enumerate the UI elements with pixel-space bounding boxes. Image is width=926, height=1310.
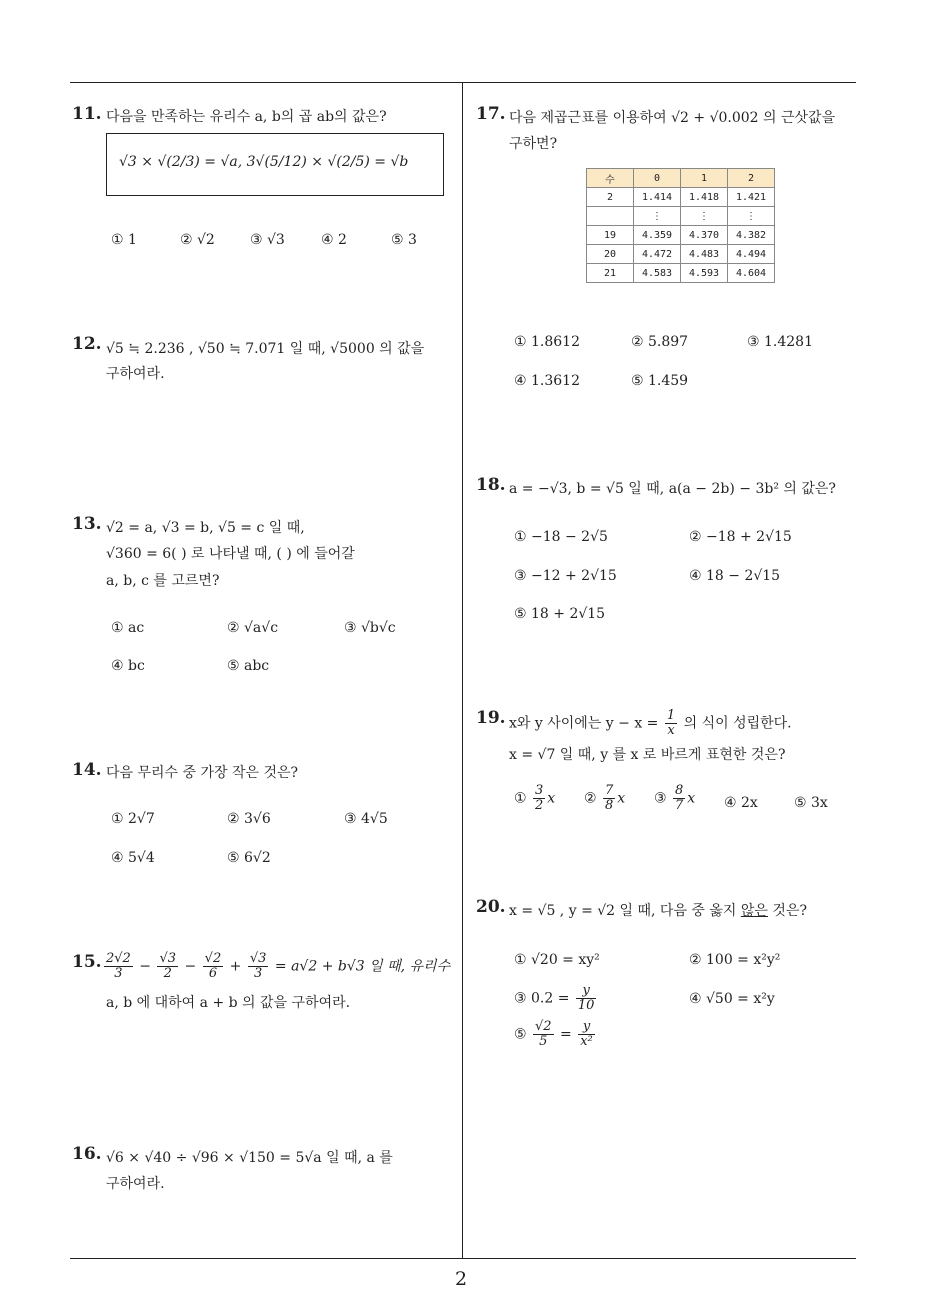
q20-choice-1[interactable]: ① √20 = xy²: [514, 952, 600, 968]
table-row: [587, 207, 775, 226]
q20-choice-2[interactable]: ② 100 = x²y²: [689, 952, 781, 968]
q11-choice-3[interactable]: ③ √3: [250, 232, 285, 248]
table-cell: 1.414: [634, 188, 681, 207]
q13-choice-4[interactable]: ④ bc: [111, 658, 145, 674]
q18-choice-2[interactable]: ② −18 + 2√15: [689, 529, 792, 545]
q13-choice-1[interactable]: ① ac: [111, 620, 145, 636]
table-cell: [587, 207, 634, 226]
q15-fraction-3: $\frac{√2}{6}$: [204, 951, 222, 981]
table-cell: 4.472: [634, 245, 681, 264]
table-row: [587, 226, 775, 245]
q17-line2: 구하면?: [509, 136, 558, 152]
q15-tail: = a√2 + b√3 일 때, 유리수: [274, 958, 451, 975]
q16-number: 16.: [72, 1144, 102, 1164]
q11-choice-2[interactable]: ② √2: [180, 232, 215, 248]
table-header-cell: 0: [634, 169, 681, 188]
q14-choice-4[interactable]: ④ 5√4: [111, 850, 155, 866]
q17-choice-4[interactable]: ④ 1.3612: [514, 373, 580, 389]
bottom-rule: [70, 1258, 856, 1259]
q14-number: 14.: [72, 760, 102, 780]
q19-choice-3-fraction: $\frac{8}{7}$: [675, 783, 684, 813]
table-row: [587, 264, 775, 283]
q17-choice-2[interactable]: ② 5.897: [631, 334, 689, 350]
table-header-cell: 수: [587, 169, 634, 188]
table-cell: 1.421: [728, 188, 775, 207]
q13-line2: √360 = 6( ) 로 나타낼 때, ( ) 에 들어갈: [106, 546, 355, 562]
q17-choice-3[interactable]: ③ 1.4281: [747, 334, 813, 350]
q19-choice-2[interactable]: ② $\frac{7}{8}$ x: [584, 783, 626, 813]
q13-line1: √2 = a, √3 = b, √5 = c 일 때,: [106, 520, 305, 536]
table-cell: 2: [587, 188, 634, 207]
table-cell: 4.583: [634, 264, 681, 283]
q19-fraction: $\frac{1}{x}$: [666, 708, 676, 738]
table-row: [587, 188, 775, 207]
q14-choice-3[interactable]: ③ 4√5: [344, 811, 388, 827]
q13-line3: a, b, c 를 고르면?: [106, 573, 220, 589]
q20-choice-5[interactable]: ⑤ $\frac{√2}{5}$ = $\frac{y}{\text{x²}}$: [514, 1019, 593, 1049]
table-cell: 4.494: [728, 245, 775, 264]
q17-choice-1[interactable]: ① 1.8612: [514, 334, 580, 350]
q20-choice-5-fraction-left: $\frac{√2}{5}$: [535, 1019, 552, 1049]
column-divider: [462, 83, 463, 1259]
q19-choice-3[interactable]: ③ $\frac{8}{7}$ x: [654, 783, 696, 813]
q13-choice-5[interactable]: ⑤ abc: [227, 658, 270, 674]
q17-line1: 다음 제곱근표를 이용하여 √2 + √0.002 의 근삿값을: [509, 110, 836, 126]
q15-line2: a, b 에 대하여 a + b 의 값을 구하여라.: [106, 995, 351, 1011]
q17-choice-5[interactable]: ⑤ 1.459: [631, 373, 689, 389]
q20-choice-5-fraction-right: $\frac{y}{\text{x²}}$: [580, 1019, 593, 1049]
table-header-cell: 1: [681, 169, 728, 188]
q18-choice-5[interactable]: ⑤ 18 + 2√15: [514, 606, 606, 622]
q12-number: 12.: [72, 334, 102, 354]
q14-choice-5[interactable]: ⑤ 6√2: [227, 850, 271, 866]
q13-choice-3[interactable]: ③ √b√c: [344, 620, 396, 636]
table-row: [587, 245, 775, 264]
q12-line2: 구하여라.: [106, 366, 165, 382]
table-cell: ⋮: [681, 207, 728, 226]
q14-choice-1[interactable]: ① 2√7: [111, 811, 155, 827]
q11-condition-box: [106, 133, 444, 196]
q19-choice-2-fraction: $\frac{7}{8}$: [605, 783, 614, 813]
q16-line2: 구하여라.: [106, 1176, 165, 1192]
q20-choice-4[interactable]: ④ √50 = x²y: [689, 991, 775, 1007]
q20-number: 20.: [476, 897, 506, 917]
q20-choice-3-fraction: $\frac{y}{10}$: [577, 983, 595, 1013]
q14-choice-2[interactable]: ② 3√6: [227, 811, 271, 827]
q11-text: 다음을 만족하는 유리수 a, b의 곱 ab의 값은?: [106, 109, 387, 125]
q20-choice-3[interactable]: ③ 0.2 = $\frac{y}{10}$: [514, 983, 595, 1013]
q11-number: 11.: [72, 104, 102, 124]
q15-fraction-2: $\frac{√3}{2}$: [159, 951, 177, 981]
table-cell: 20: [587, 245, 634, 264]
q18-text: a = −√3, b = √5 일 때, a(a − 2b) − 3b² 의 값은?: [509, 481, 836, 497]
q15-fraction-1: $\frac{2√2}{3}$: [106, 951, 131, 981]
table-cell: 4.604: [728, 264, 775, 283]
q13-choice-2[interactable]: ② √a√c: [227, 620, 279, 636]
q14-text: 다음 무리수 중 가장 작은 것은?: [106, 765, 299, 781]
table-cell: ⋮: [634, 207, 681, 226]
q16-line1: √6 × √40 ÷ √96 × √150 = 5√a 일 때, a 를: [106, 1150, 393, 1166]
q11-choice-4[interactable]: ④ 2: [321, 232, 347, 248]
q18-choice-3[interactable]: ③ −12 + 2√15: [514, 568, 617, 584]
q19-choice-1-fraction: $\frac{3}{2}$: [535, 783, 544, 813]
table-cell: 4.359: [634, 226, 681, 245]
q18-choice-1[interactable]: ① −18 − 2√5: [514, 529, 608, 545]
q15-number: 15.: [72, 952, 102, 972]
q19-choice-5[interactable]: ⑤ 3x: [794, 795, 828, 811]
q19-line1-b: 의 식이 성립한다.: [683, 715, 792, 732]
q18-choice-4[interactable]: ④ 18 − 2√15: [689, 568, 781, 584]
square-root-table: [586, 168, 775, 283]
q20-text: x = √5 , y = √2 일 때, 다음 중 옳지 않은 것은?: [509, 903, 807, 919]
q17-number: 17.: [476, 104, 506, 124]
q20-underlined-word: 않은: [740, 903, 768, 919]
q19-number: 19.: [476, 708, 506, 728]
q11-choice-5[interactable]: ⑤ 3: [391, 232, 417, 248]
q19-choice-1[interactable]: ① $\frac{3}{2}$ x: [514, 783, 556, 813]
q19-choice-4[interactable]: ④ 2x: [724, 795, 758, 811]
table-cell: 1.418: [681, 188, 728, 207]
q11-choice-1[interactable]: ① 1: [111, 232, 137, 248]
q19-line1: [509, 709, 792, 738]
q15-fraction-4: $\frac{√3}{3}$: [249, 951, 267, 981]
page-number: 2: [455, 1268, 468, 1290]
table-cell: 4.370: [681, 226, 728, 245]
top-rule: [70, 82, 856, 83]
q19-line2: x = √7 일 때, y 를 x 로 바르게 표현한 것은?: [509, 747, 786, 763]
table-cell: 4.483: [681, 245, 728, 264]
table-cell: 4.382: [728, 226, 775, 245]
table-cell: 4.593: [681, 264, 728, 283]
q19-line1-a: x와 y 사이에는 y − x =: [509, 715, 659, 732]
table-header-row: [587, 169, 775, 188]
q13-number: 13.: [72, 514, 102, 534]
q15-expression: $\frac{2√2}{3}$ − $\frac{√3}{2}$ − $\frac{√2}{6}$ + $\frac{√3}{3}$ = a√2 + b√3 일 때, 유리수: [106, 951, 451, 981]
table-cell: 19: [587, 226, 634, 245]
q18-number: 18.: [476, 475, 506, 495]
table-header-cell: 2: [728, 169, 775, 188]
table-cell: ⋮: [728, 207, 775, 226]
q12-line1: √5 ≒ 2.236 , √50 ≒ 7.071 일 때, √5000 의 값을: [106, 341, 425, 357]
table-cell: 21: [587, 264, 634, 283]
q11-box-formula: √3 × √(2/3) = √a, 3√(5/12) × √(2/5) = √b: [119, 154, 409, 170]
